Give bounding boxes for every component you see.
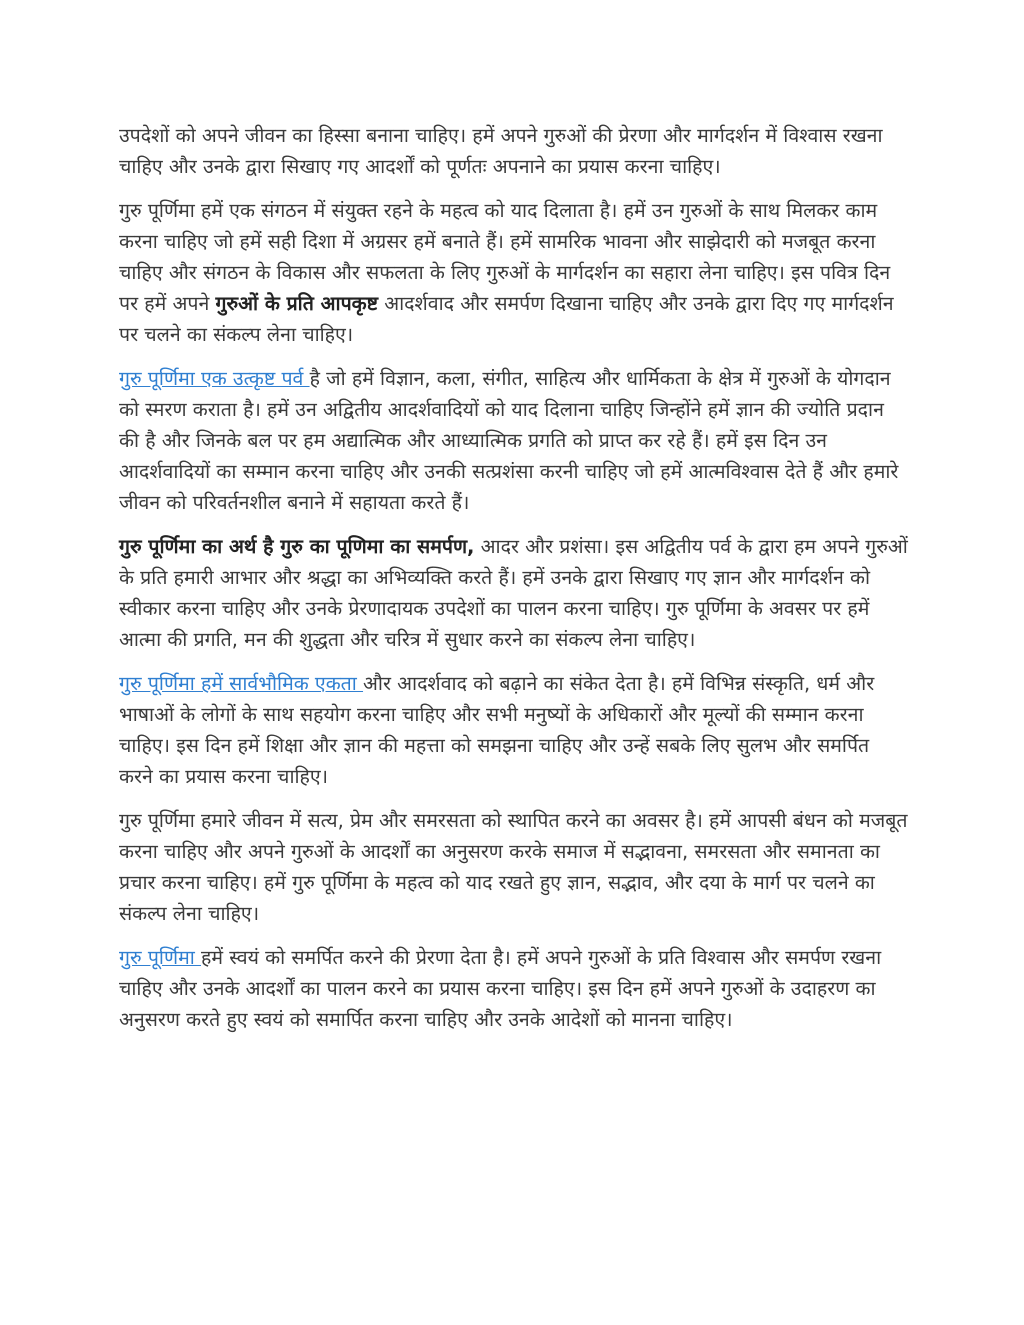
paragraph-2-text-before: गुरु पूर्णिमा हमें एक संगठन में संयुक्त रहने के महत्व को याद दिलाता है। हमें उन गुरुओं के साथ मिलकर काम करना चाहिए जो हमें सही दिशा में अग्रसर हमें बनाते हैं। हमें सामरिक भावना और साझेदारी को मजबूत करना चाहिए और संगठन के विकास और सफलता के लिए गुरुओं के मार्गदर्शन का सहारा लेना चाहिए। इस पवित्र दिन पर हमें अपने bbox=[119, 199, 891, 315]
paragraph-1 bbox=[119, 120, 909, 182]
paragraph-4 bbox=[119, 531, 909, 655]
guru-purnima-utkrisht-parv-link[interactable]: गुरु पूर्णिमा एक उत्कृष्ट पर्व bbox=[119, 367, 310, 390]
paragraph-2-bold-phrase: गुरुओं के प्रति आपकृष्ट bbox=[215, 292, 379, 315]
paragraph-6 bbox=[119, 805, 909, 929]
paragraph-1-text: उपदेशों को अपने जीवन का हिस्सा बनाना चाहिए। हमें अपने गुरुओं की प्रेरणा और मार्गदर्शन में विश्वास रखना चाहिए और उनके द्वारा सिखाए गए आदर्शों को पूर्णतः अपनाने का प्रयास करना चाहिए। bbox=[119, 124, 883, 178]
paragraph-7 bbox=[119, 942, 909, 1035]
paragraph-7-text: हमें स्वयं को समर्पित करने की प्रेरणा देता है। हमें अपने गुरुओं के प्रति विश्वास और समर्पण रखना चाहिए और उनके आदर्शों का पालन करने का प्रयास करना चाहिए। इस दिन हमें अपने गुरुओं के उदाहरण का अनुसरण करते हुए स्वयं को समार्पित करना चाहिए और उनके आदेशों को मानना चाहिए। bbox=[119, 946, 882, 1031]
paragraph-2-text-after: आदर्शवाद और समर्पण दिखाना चाहिए और उनके द्वारा दिए गए मार्गदर्शन पर चलने का संकल्प लेना चाहिए। bbox=[119, 292, 894, 346]
document-body bbox=[119, 120, 909, 1048]
paragraph-4-bold-phrase: गुरु पूर्णिमा का अर्थ है गुरु का पूणिमा का समर्पण, bbox=[119, 535, 475, 558]
paragraph-6-text: गुरु पूर्णिमा हमारे जीवन में सत्य, प्रेम और समरसता को स्थापित करने का अवसर है। हमें आपसी बंधन को मजबूत करना चाहिए और अपने गुरुओं के आदर्शों का अनुसरण करके समाज में सद्भावना, समरसता और समानता का प्रचार करना चाहिए। हमें गुरु पूर्णिमा के महत्व को याद रखते हुए ज्ञान, सद्भाव, और दया के मार्ग पर चलने का संकल्प लेना चाहिए। bbox=[119, 809, 908, 925]
guru-purnima-link[interactable]: गुरु पूर्णिमा bbox=[119, 946, 201, 969]
paragraph-3 bbox=[119, 363, 909, 518]
paragraph-3-text: है जो हमें विज्ञान, कला, संगीत, साहित्य और धार्मिकता के क्षेत्र में गुरुओं के योगदान को स्मरण कराता है। हमें उन अद्वितीय आदर्शवादियों को याद दिलाना चाहिए जिन्होंने हमें ज्ञान की ज्योति प्रदान की है और जिनके बल पर हम अद्यात्मिक और आध्यात्मिक प्रगति को प्राप्त कर रहे हैं। हमें इस दिन उन आदर्शवादियों का सम्मान करना चाहिए और उनकी सत्प्रशंसा करनी चाहिए जो हमें आत्मविश्वास देते हैं और हमारे जीवन को परिवर्तनशील बनाने में सहायता करते हैं। bbox=[119, 367, 899, 514]
paragraph-5-text: और आदर्शवाद को बढ़ाने का संकेत देता है। हमें विभिन्न संस्कृति, धर्म और भाषाओं के लोगों के साथ सहयोग करना चाहिए और सभी मनुष्यों के अधिकारों और मूल्यों की सम्मान करना चाहिए। इस दिन हमें शिक्षा और ज्ञान की महत्ता को समझना चाहिए और उन्हें सबके लिए सुलभ और समर्पित करने का प्रयास करना चाहिए। bbox=[119, 672, 875, 788]
paragraph-5 bbox=[119, 668, 909, 792]
paragraph-2 bbox=[119, 195, 909, 350]
sarvabhaumik-ekta-link[interactable]: गुरु पूर्णिमा हमें सार्वभौमिक एकता bbox=[119, 672, 364, 695]
paragraph-4-text: आदर और प्रशंसा। इस अद्वितीय पर्व के द्वारा हम अपने गुरुओं के प्रति हमारी आभार और श्रद्धा का अभिव्यक्ति करते हैं। हमें उनके द्वारा सिखाए गए ज्ञान और मार्गदर्शन को स्वीकार करना चाहिए और उनके प्रेरणादायक उपदेशों का पालन करना चाहिए। गुरु पूर्णिमा के अवसर पर हमें आत्मा की प्रगति, मन की शुद्धता और चरित्र में सुधार करने का संकल्प लेना चाहिए। bbox=[119, 535, 908, 651]
